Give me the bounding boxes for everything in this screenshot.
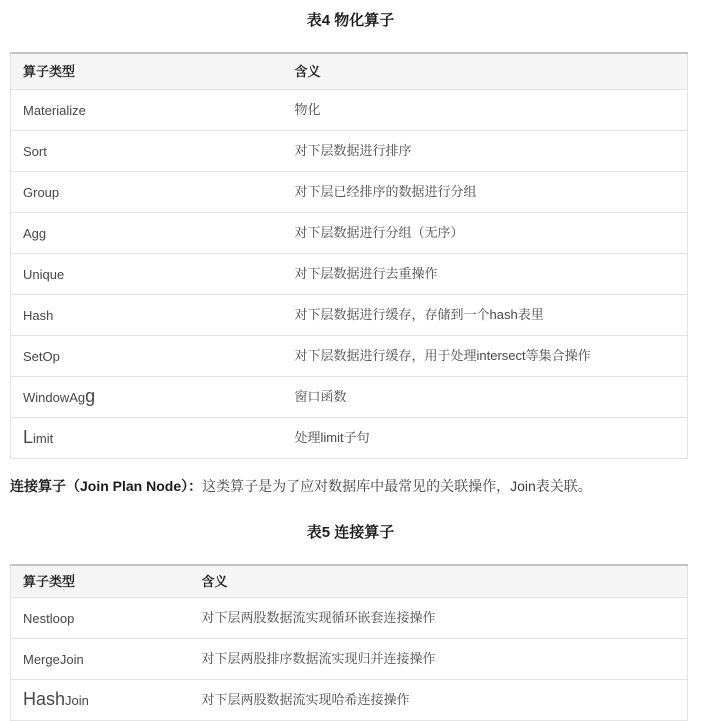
row-hashjoin [11, 680, 688, 721]
row-group [11, 172, 688, 213]
operator-name [11, 680, 190, 721]
meaning-cell: 对下层数据进行排序 [283, 131, 688, 172]
operator-name-part: MergeJoin [23, 652, 84, 667]
meaning-cell: 对下层数据进行缓存，用于处理intersect等集合操作 [283, 336, 688, 377]
meaning-cell: 物化 [294, 101, 321, 117]
operator-name-part: WindowAg [23, 390, 86, 405]
table4-header-row [11, 53, 688, 90]
operator-name-part-large: g [85, 386, 96, 406]
table5-header-row [11, 565, 688, 598]
operator-name [11, 295, 283, 336]
operator-name-part: Hash [23, 308, 54, 323]
row-hash [11, 295, 688, 336]
row-nestloop [11, 598, 688, 639]
operator-name [11, 213, 283, 254]
operator-name [11, 639, 190, 680]
operator-name-part: Group [23, 185, 60, 200]
join-plan-node-paragraph [10, 476, 691, 496]
operator-name [11, 418, 283, 459]
operator-name [11, 90, 283, 131]
meaning-cell: 对下层两股排序数据流实现归并连接操作 [190, 639, 688, 680]
operator-name-part: Unique [23, 267, 65, 282]
row-mergejoin [11, 639, 688, 680]
column-header-operator-type: 算子类型 [11, 565, 190, 598]
column-header-meaning: 含义 [283, 53, 688, 90]
meaning-cell: 对下层已经排序的数据进行分组 [283, 172, 688, 213]
operator-name-part: Materialize [23, 103, 86, 118]
operator-name-part: imit [33, 431, 54, 446]
operator-name-part: SetOp [23, 349, 60, 364]
operator-name-part: Nestloop [23, 611, 75, 626]
meaning-cell: 对下层两股数据流实现哈希连接操作 [190, 680, 688, 721]
operator-name [11, 172, 283, 213]
meaning-cell: 对下层数据进行缓存，存储到一个hash表里 [283, 295, 688, 336]
row-setop [11, 336, 688, 377]
operator-name-part: Sort [23, 144, 47, 159]
operator-name [11, 254, 283, 295]
join-operators-table [10, 564, 688, 721]
row-windowagg [11, 377, 688, 418]
join-plan-node-term: 连接算子（Join Plan Node）： [10, 478, 203, 494]
operator-name [11, 377, 283, 418]
row-materialize [11, 90, 688, 131]
table4-caption: 表4 物化算子 [306, 12, 395, 29]
meaning-cell: 对下层数据进行去重操作 [283, 254, 688, 295]
meaning-cell: 对下层两股数据流实现循环嵌套连接操作 [201, 609, 436, 625]
meaning-cell: 窗口函数 [283, 377, 688, 418]
meaning-cell: 对下层数据进行分组（无序） [283, 213, 688, 254]
meaning-cell: 处理limit子句 [283, 418, 688, 459]
join-plan-node-description: 这类算子是为了应对数据库中最常见的关联操作，Join表关联。 [202, 478, 592, 494]
operator-name-part: Join [65, 693, 89, 708]
materialize-operators-table [10, 52, 688, 459]
column-header-meaning: 含义 [190, 565, 688, 598]
operator-name-part-large: Hash [23, 689, 66, 709]
operator-name-part: Agg [23, 226, 47, 241]
column-header-operator-type: 算子类型 [11, 53, 283, 90]
row-limit [11, 418, 688, 459]
operator-name-part-large: L [23, 427, 34, 447]
row-agg [11, 213, 688, 254]
operator-name [11, 598, 190, 639]
row-sort [11, 131, 688, 172]
operator-name [11, 131, 283, 172]
row-unique [11, 254, 688, 295]
table5-caption: 表5 连接算子 [306, 524, 395, 541]
operator-name [11, 336, 283, 377]
